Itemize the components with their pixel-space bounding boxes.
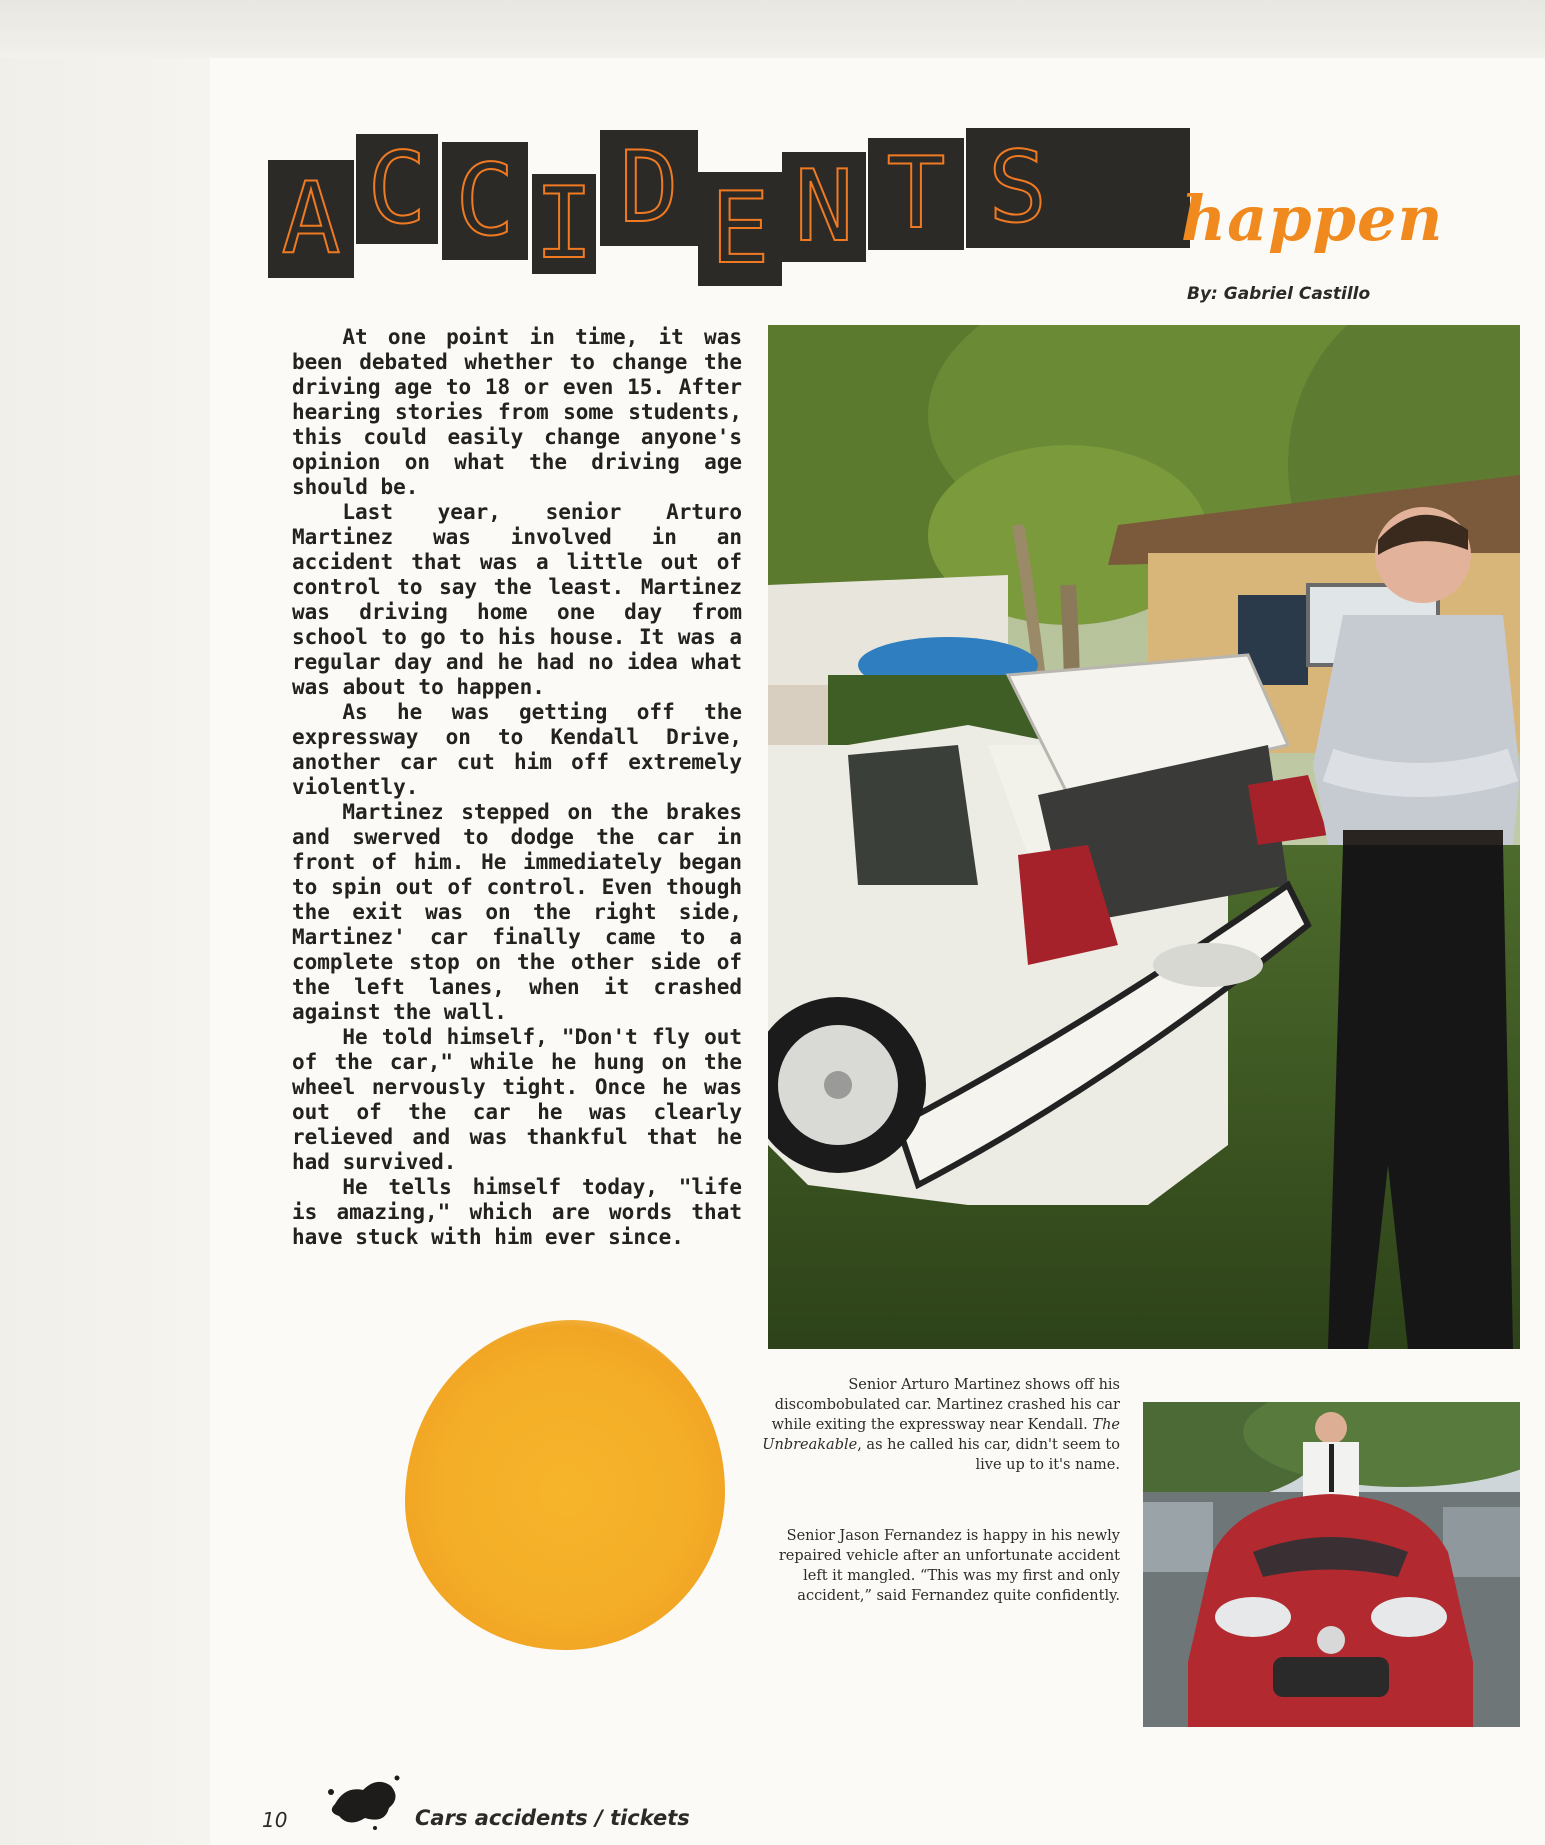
article-body (292, 325, 742, 1250)
headline (268, 128, 1538, 288)
headline-letter: S (988, 131, 1048, 245)
caption-main-car-name: The Unbreakable (762, 1417, 1120, 1453)
headline-letter: A (281, 162, 341, 276)
caption-main-text-end: , as he called his car, didn't seem to live up to it's name. (857, 1437, 1120, 1473)
scan-top-edge (0, 0, 1545, 60)
headline-letter: C (367, 132, 427, 246)
headline-letter: T (886, 137, 946, 251)
photo-caption-second: Senior Jason Fernandez is happy in his newly repaired vehicle after an unfortunate accident left it mangled. “This was my first and only accident,” said Fernandez quite confidently. (778, 1528, 1120, 1604)
ink-splat-icon (325, 1768, 403, 1832)
headline-script: happen (1181, 182, 1444, 255)
headline-letter: I (534, 167, 594, 281)
headline-letter-tile (782, 152, 866, 262)
headline-letter: E (710, 172, 770, 286)
headline-letter-tile (356, 134, 438, 244)
article-paragraph: At one point in time, it was been debated whether to change the driving age to 18 or even 15. After hearing stories from some students, this could easily change anyone's opinion on what the driving age should be. (292, 325, 742, 499)
headline-letter-tile (868, 138, 964, 250)
section-title: Cars accidents / tickets (415, 1806, 690, 1830)
article-paragraph: He told himself, "Don't fly out of the car," while he hung on the wheel nervously tight. Once he was out of the car he was clearly relieved and was thankful that he had survived. (292, 1025, 742, 1174)
article-paragraph: Martinez stepped on the brakes and swerved to dodge the car in front of him. He immediately began to spin out of control. Even though the exit was on the right side, Martinez' car finally came to a complete stop on the other side of the left lanes, when it crashed against the wall. (292, 800, 742, 1024)
headline-letter-tile (966, 128, 1190, 248)
article-paragraph: As he was getting off the expressway on to Kendall Drive, another car cut him off extremely violently. (292, 700, 742, 799)
article-paragraph: He tells himself today, "life is amazing," which are words that have stuck with him ever since. (292, 1175, 742, 1249)
photo-damaged-car-illustration (768, 325, 1520, 1349)
caption-main-text: Senior Arturo Martinez shows off his discombobulated car. Martinez crashed his car while exiting the expressway near Kendall. (771, 1377, 1120, 1433)
photo-caption-main (760, 1375, 1120, 1475)
headline-letter-tile (532, 167, 596, 281)
headline-letter-tile (268, 160, 354, 278)
headline-letter-tile (442, 142, 528, 260)
headline-letter: C (455, 144, 515, 258)
page-number: 10 (262, 1808, 288, 1832)
headline-letter: D (619, 131, 679, 245)
photo-damaged-car (768, 325, 1520, 1349)
photo-repaired-car (1143, 1402, 1520, 1727)
article-paragraph: Last year, senior Arturo Martinez was involved in an accident that was a little out of control to say the least. Martinez was driving home one day from school to go to his house. It was a regular day and he had no idea what was about to happen. (292, 500, 742, 699)
photo-repaired-car-illustration (1143, 1402, 1520, 1727)
page-gutter (0, 58, 210, 1845)
headline-letter-tile (698, 172, 782, 286)
byline: By: Gabriel Castillo (1187, 284, 1371, 304)
headline-letter-tile (600, 130, 698, 246)
headline-letter: N (794, 150, 854, 264)
